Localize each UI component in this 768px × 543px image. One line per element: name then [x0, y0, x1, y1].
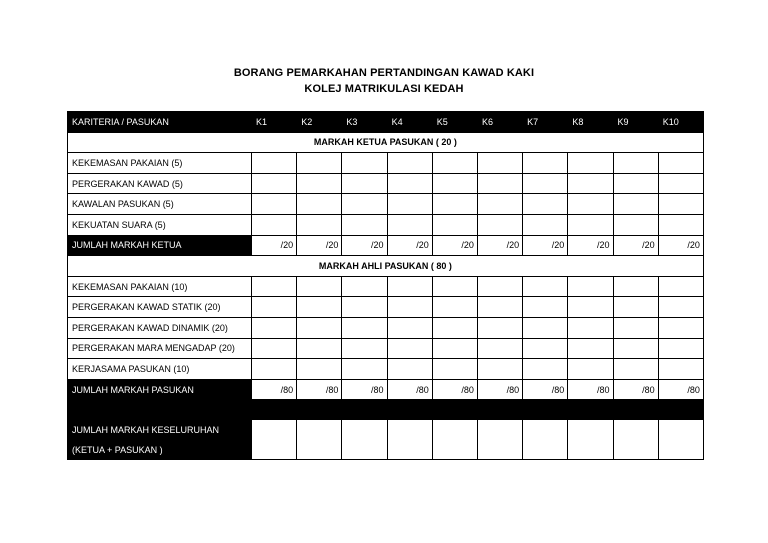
header-team-k9: K9 — [613, 112, 658, 133]
score-cell-s1-r3-k1[interactable] — [252, 194, 297, 215]
score-cell-s2-r1-k5[interactable] — [432, 276, 477, 297]
header-team-k1: K1 — [252, 112, 297, 133]
score-cell-s2-r3-k6[interactable] — [477, 317, 522, 338]
criteria-label: PERGERAKAN KAWAD (5) — [68, 173, 252, 194]
table-row — [68, 297, 704, 318]
score-cell-s1-r2-k4[interactable] — [387, 173, 432, 194]
header-team-k3: K3 — [342, 112, 387, 133]
score-cell-s2-r5-k9[interactable] — [613, 359, 658, 380]
score-cell-s2-r4-k1[interactable] — [252, 338, 297, 359]
score-cell-s2-r1-k9[interactable] — [613, 276, 658, 297]
score-cell-s2-r5-k8[interactable] — [568, 359, 613, 380]
score-cell-s1-r1-k2[interactable] — [297, 153, 342, 174]
table-row — [68, 359, 704, 380]
score-cell-s2-r3-k9[interactable] — [613, 317, 658, 338]
score-cell-s2-r4-k10[interactable] — [658, 338, 703, 359]
ketua-total-k1: /20 — [252, 235, 297, 256]
score-cell-s1-r3-k2[interactable] — [297, 194, 342, 215]
score-cell-s1-r1-k7[interactable] — [523, 153, 568, 174]
grand-total-cell-k1[interactable] — [252, 420, 297, 460]
header-team-k10: K10 — [658, 112, 703, 133]
score-cell-s2-r2-k2[interactable] — [297, 297, 342, 318]
grand-total-cell-k6[interactable] — [477, 420, 522, 460]
score-cell-s1-r2-k1[interactable] — [252, 173, 297, 194]
header-team-k6: K6 — [477, 112, 522, 133]
score-cell-s2-r2-k10[interactable] — [658, 297, 703, 318]
score-cell-s1-r1-k6[interactable] — [477, 153, 522, 174]
score-cell-s2-r5-k3[interactable] — [342, 359, 387, 380]
section2-row — [68, 256, 704, 277]
score-cell-s1-r1-k9[interactable] — [613, 153, 658, 174]
table-row — [68, 276, 704, 297]
score-cell-s1-r4-k1[interactable] — [252, 214, 297, 235]
score-cell-s1-r4-k9[interactable] — [613, 214, 658, 235]
pasukan-total-k4: /80 — [387, 379, 432, 400]
criteria-label: PERGERAKAN KAWAD DINAMIK (20) — [68, 317, 252, 338]
grand-total-cell-k9[interactable] — [613, 420, 658, 460]
header-criteria-label: KARITERIA / PASUKAN — [68, 112, 252, 133]
pasukan-total-k8: /80 — [568, 379, 613, 400]
grand-total-cell-k4[interactable] — [387, 420, 432, 460]
criteria-label: PERGERAKAN KAWAD STATIK (20) — [68, 297, 252, 318]
score-cell-s1-r2-k9[interactable] — [613, 173, 658, 194]
score-cell-s1-r2-k3[interactable] — [342, 173, 387, 194]
score-cell-s2-r4-k3[interactable] — [342, 338, 387, 359]
score-cell-s1-r1-k1[interactable] — [252, 153, 297, 174]
criteria-label: KAWALAN PASUKAN (5) — [68, 194, 252, 215]
score-cell-s1-r4-k3[interactable] — [342, 214, 387, 235]
ketua-total-k7: /20 — [523, 235, 568, 256]
score-cell-s1-r1-k5[interactable] — [432, 153, 477, 174]
table-row — [68, 173, 704, 194]
score-cell-s2-r2-k7[interactable] — [523, 297, 568, 318]
score-cell-s2-r5-k2[interactable] — [297, 359, 342, 380]
score-cell-s1-r3-k5[interactable] — [432, 194, 477, 215]
score-cell-s2-r2-k5[interactable] — [432, 297, 477, 318]
ketua-total-k8: /20 — [568, 235, 613, 256]
score-cell-s2-r5-k10[interactable] — [658, 359, 703, 380]
grand-total-cell-k10[interactable] — [658, 420, 703, 460]
score-cell-s2-r2-k9[interactable] — [613, 297, 658, 318]
score-cell-s2-r4-k4[interactable] — [387, 338, 432, 359]
score-cell-s2-r1-k4[interactable] — [387, 276, 432, 297]
score-cell-s1-r2-k2[interactable] — [297, 173, 342, 194]
score-cell-s1-r3-k9[interactable] — [613, 194, 658, 215]
score-cell-s2-r4-k2[interactable] — [297, 338, 342, 359]
pasukan-total-k10: /80 — [658, 379, 703, 400]
table-row — [68, 194, 704, 215]
ketua-total-k2: /20 — [297, 235, 342, 256]
header-team-k8: K8 — [568, 112, 613, 133]
ketua-total-row — [68, 235, 704, 256]
score-cell-s2-r1-k6[interactable] — [477, 276, 522, 297]
header-team-k7: K7 — [523, 112, 568, 133]
score-cell-s2-r1-k2[interactable] — [297, 276, 342, 297]
score-cell-s2-r2-k4[interactable] — [387, 297, 432, 318]
pasukan-total-k1: /80 — [252, 379, 297, 400]
score-cell-s1-r3-k6[interactable] — [477, 194, 522, 215]
grand-total-cell-k5[interactable] — [432, 420, 477, 460]
pasukan-total-k7: /80 — [523, 379, 568, 400]
grand-total-cell-k3[interactable] — [342, 420, 387, 460]
score-cell-s2-r2-k8[interactable] — [568, 297, 613, 318]
score-cell-s1-r3-k10[interactable] — [658, 194, 703, 215]
grand-total-label: JUMLAH MARKAH KESELURUHAN — [68, 420, 252, 440]
score-cell-s1-r1-k3[interactable] — [342, 153, 387, 174]
grand-total-cell-k8[interactable] — [568, 420, 613, 460]
score-cell-s1-r4-k7[interactable] — [523, 214, 568, 235]
ketua-total-k5: /20 — [432, 235, 477, 256]
section1-row — [68, 132, 704, 153]
score-cell-s1-r4-k2[interactable] — [297, 214, 342, 235]
pasukan-total-row — [68, 379, 704, 400]
score-cell-s1-r4-k5[interactable] — [432, 214, 477, 235]
score-cell-s2-r4-k8[interactable] — [568, 338, 613, 359]
criteria-label: KERJASAMA PASUKAN (10) — [68, 359, 252, 380]
ketua-total-k10: /20 — [658, 235, 703, 256]
score-cell-s1-r4-k8[interactable] — [568, 214, 613, 235]
score-cell-s2-r3-k7[interactable] — [523, 317, 568, 338]
ketua-total-label: JUMLAH MARKAH KETUA — [68, 235, 252, 256]
score-cell-s1-r2-k8[interactable] — [568, 173, 613, 194]
score-cell-s2-r5-k4[interactable] — [387, 359, 432, 380]
score-cell-s1-r2-k10[interactable] — [658, 173, 703, 194]
score-cell-s2-r3-k2[interactable] — [297, 317, 342, 338]
score-cell-s2-r2-k1[interactable] — [252, 297, 297, 318]
score-cell-s2-r3-k5[interactable] — [432, 317, 477, 338]
pasukan-total-k2: /80 — [297, 379, 342, 400]
grand-total-row — [68, 420, 704, 440]
criteria-label: KEKUATAN SUARA (5) — [68, 214, 252, 235]
score-cell-s1-r3-k8[interactable] — [568, 194, 613, 215]
pasukan-total-k3: /80 — [342, 379, 387, 400]
score-cell-s2-r5-k7[interactable] — [523, 359, 568, 380]
ketua-total-k3: /20 — [342, 235, 387, 256]
score-cell-s2-r5-k6[interactable] — [477, 359, 522, 380]
score-cell-s1-r1-k4[interactable] — [387, 153, 432, 174]
score-cell-s2-r2-k6[interactable] — [477, 297, 522, 318]
section2-title: MARKAH AHLI PASUKAN ( 80 ) — [68, 256, 704, 277]
criteria-label: KEKEMASAN PAKAIAN (5) — [68, 153, 252, 174]
ketua-total-k9: /20 — [613, 235, 658, 256]
scoring-table — [67, 111, 704, 460]
grand-total-cell-k2[interactable] — [297, 420, 342, 460]
score-cell-s1-r4-k4[interactable] — [387, 214, 432, 235]
criteria-label: PERGERAKAN MARA MENGADAP (20) — [68, 338, 252, 359]
form-title: BORANG PEMARKAHAN PERTANDINGAN KAWAD KAKI — [233, 67, 535, 79]
pasukan-total-k9: /80 — [613, 379, 658, 400]
score-cell-s1-r3-k3[interactable] — [342, 194, 387, 215]
separator-bar — [68, 400, 704, 420]
score-cell-s2-r1-k7[interactable] — [523, 276, 568, 297]
table-row — [68, 317, 704, 338]
score-cell-s2-r4-k9[interactable] — [613, 338, 658, 359]
score-cell-s2-r4-k5[interactable] — [432, 338, 477, 359]
ketua-total-k4: /20 — [387, 235, 432, 256]
separator-cell — [68, 400, 704, 420]
pasukan-total-label: JUMLAH MARKAH PASUKAN — [68, 379, 252, 400]
score-cell-s2-r4-k6[interactable] — [477, 338, 522, 359]
score-cell-s2-r1-k10[interactable] — [658, 276, 703, 297]
score-cell-s1-r2-k7[interactable] — [523, 173, 568, 194]
score-cell-s1-r1-k8[interactable] — [568, 153, 613, 174]
score-cell-s2-r3-k10[interactable] — [658, 317, 703, 338]
score-cell-s2-r1-k3[interactable] — [342, 276, 387, 297]
grand-total-cell-k7[interactable] — [523, 420, 568, 460]
score-cell-s2-r3-k1[interactable] — [252, 317, 297, 338]
score-cell-s2-r1-k8[interactable] — [568, 276, 613, 297]
score-cell-s2-r2-k3[interactable] — [342, 297, 387, 318]
score-cell-s1-r4-k6[interactable] — [477, 214, 522, 235]
score-cell-s2-r3-k3[interactable] — [342, 317, 387, 338]
form-subtitle: KOLEJ MATRIKULASI KEDAH — [304, 83, 464, 95]
score-cell-s2-r3-k8[interactable] — [568, 317, 613, 338]
score-cell-s2-r5-k5[interactable] — [432, 359, 477, 380]
grand-total-sublabel: (KETUA + PASUKAN ) — [68, 440, 252, 460]
criteria-label: KEKEMASAN PAKAIAN (10) — [68, 276, 252, 297]
section1-title: MARKAH KETUA PASUKAN ( 20 ) — [68, 132, 704, 153]
pasukan-total-k5: /80 — [432, 379, 477, 400]
score-cell-s2-r3-k4[interactable] — [387, 317, 432, 338]
table-row — [68, 214, 704, 235]
score-cell-s1-r2-k6[interactable] — [477, 173, 522, 194]
score-cell-s1-r3-k4[interactable] — [387, 194, 432, 215]
score-cell-s2-r1-k1[interactable] — [252, 276, 297, 297]
score-cell-s1-r2-k5[interactable] — [432, 173, 477, 194]
score-cell-s1-r1-k10[interactable] — [658, 153, 703, 174]
ketua-total-k6: /20 — [477, 235, 522, 256]
header-team-k5: K5 — [432, 112, 477, 133]
score-cell-s1-r3-k7[interactable] — [523, 194, 568, 215]
score-cell-s2-r5-k1[interactable] — [252, 359, 297, 380]
table-row — [68, 153, 704, 174]
header-team-k2: K2 — [297, 112, 342, 133]
table-row — [68, 338, 704, 359]
pasukan-total-k6: /80 — [477, 379, 522, 400]
header-team-k4: K4 — [387, 112, 432, 133]
header-row — [68, 112, 704, 133]
score-cell-s2-r4-k7[interactable] — [523, 338, 568, 359]
score-cell-s1-r4-k10[interactable] — [658, 214, 703, 235]
